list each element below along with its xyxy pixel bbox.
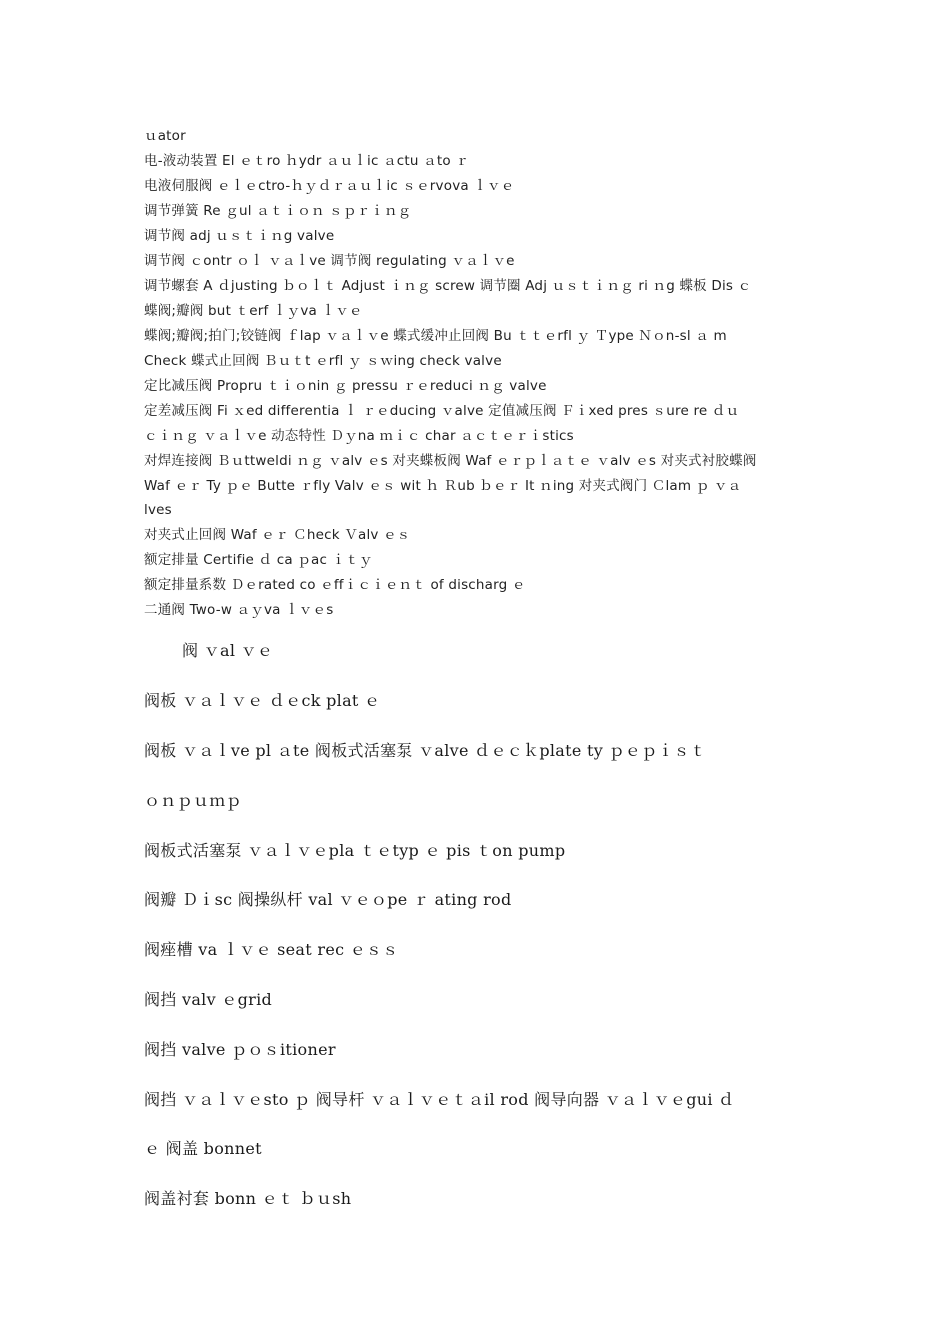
term-line: 阀板 ｖａｌｖｅ ｄｅck plat ｅ xyxy=(144,691,381,710)
term-line: ｅ 阀盖 bonnet xyxy=(144,1139,262,1158)
term-line: Waf ｅｒ Ty ｐｅ Butte ｒfly Valv ｅｓ wit ｈ Ｒub ｂｅｒ It ｎing 对夹式阀门 Ｃlam ｐ ｖａ xyxy=(144,478,742,494)
term-line: Check 蝶式止回阀 Ｂｕｔt ｅrfl ｙ ｓｗing check valve xyxy=(144,353,502,369)
term-line: 定差减压阀 Fi ｘed differentia ｌ ｒｅducing ｖalve 定值减压阀 Ｆｉxed pres ｓure re ｄｕ xyxy=(144,403,740,419)
term-line: 对夹式止回阀 Waf ｅｒ Ｃheck Ｖalv ｅｓ xyxy=(144,527,411,543)
term-line: 额定排量 Certifie ｄ ca ｐac ｉｔｙ xyxy=(144,552,373,568)
term-line: 阀板式活塞泵 ｖａｌｖｅpla ｔｅtyp ｅ pis ｔon pump xyxy=(144,841,566,860)
term-line: 电液伺服阀 ｅｌｅctro-ｈｙｄｒａｕｌic ｓｅrvova ｌｖｅ xyxy=(144,178,515,194)
term-line: 调节阀 ｃontr ｏｌ ｖａｌve 调节阀 regulating ｖａｌｖe xyxy=(144,253,515,269)
term-line: 对焊连接阀 Ｂｕttweldi ｎｇ ｖalv ｅs 对夹蝶板阀 Waf ｅｒｐｌａｔｅ ｖalv ｅs 对夹式衬胶蝶阀 xyxy=(144,453,757,469)
term-line: 阀挡 valve ｐｏｓitioner xyxy=(144,1040,336,1059)
term-line: 额定排量系数 Ｄｅrated co ｅffｉｃｉｅｎｔ of discharg ｅ xyxy=(144,577,526,593)
term-line: 阀痤槽 va ｌｖｅ seat rec ｅｓｓ xyxy=(144,940,399,959)
term-line: 阀挡 ｖａｌｖｅsto ｐ 阀导杆 ｖａｌｖｅｔａil rod 阀导向器 ｖａｌｖｅgui ｄ xyxy=(144,1090,735,1109)
term-line: ｃｉｎｇ ｖａｌｖe 动态特性 Ｄｙna ｍｉｃ char ａｃｔｅｒｉstics xyxy=(144,428,574,444)
term-line: 定比减压阀 Propru ｔｉｏnin ｇ pressu ｒｅreduci ｎｇ valve xyxy=(144,378,547,394)
term-line: 阀挡 valv ｅgrid xyxy=(144,990,273,1009)
term-line: 阀盖衬套 bonn ｅｔ ｂｕsh xyxy=(144,1189,352,1208)
term-line: ｏｎｐｕｍｐ xyxy=(144,791,242,810)
term-line: ｕator xyxy=(144,128,186,144)
term-line: 阀 ｖal ｖｅ xyxy=(182,641,274,660)
term-line: 调节弹簧 Re ｇul ａｔｉｏｎ ｓｐｒｉｎｇ xyxy=(144,203,412,219)
term-line: 阀瓣 Ｄｉsc 阀操纵杆 val ｖｅｏpe ｒ ating rod xyxy=(144,890,512,909)
term-line: 二通阀 Two-w ａｙva ｌｖｅs xyxy=(144,602,334,618)
term-line: 阀板 ｖａｌve pl ａte 阀板式活塞泵 ｖalve ｄｅｃｋplate ty ｐｅｐｉｓｔ xyxy=(144,741,707,760)
term-line: 蝶阀;瓣阀;拍门;铰链阀 ｆlap ｖａｌｖe 蝶式缓冲止回阀 Bu ｔｔｅrfl ｙ Ｔype Ｎｏn-sl ａ m xyxy=(144,328,727,344)
term-line: 电-液动装置 El ｅｔro ｈydr ａｕｌic ａctu ａto ｒ xyxy=(144,153,470,169)
term-line: 蝶阀;瓣阀 but ｔerf ｌｙva ｌｖｅ xyxy=(144,303,363,319)
term-line: 调节螺套 A ｄjusting ｂｏｌｔ Adjust ｉｎｇ screw 调节圈 Adj ｕｓｔｉｎｇ ri ｎg 蝶板 Dis ｃ xyxy=(144,278,752,294)
term-line: lves xyxy=(144,502,172,518)
term-line: 调节阀 adj ｕｓｔｉｎg valve xyxy=(144,228,335,244)
